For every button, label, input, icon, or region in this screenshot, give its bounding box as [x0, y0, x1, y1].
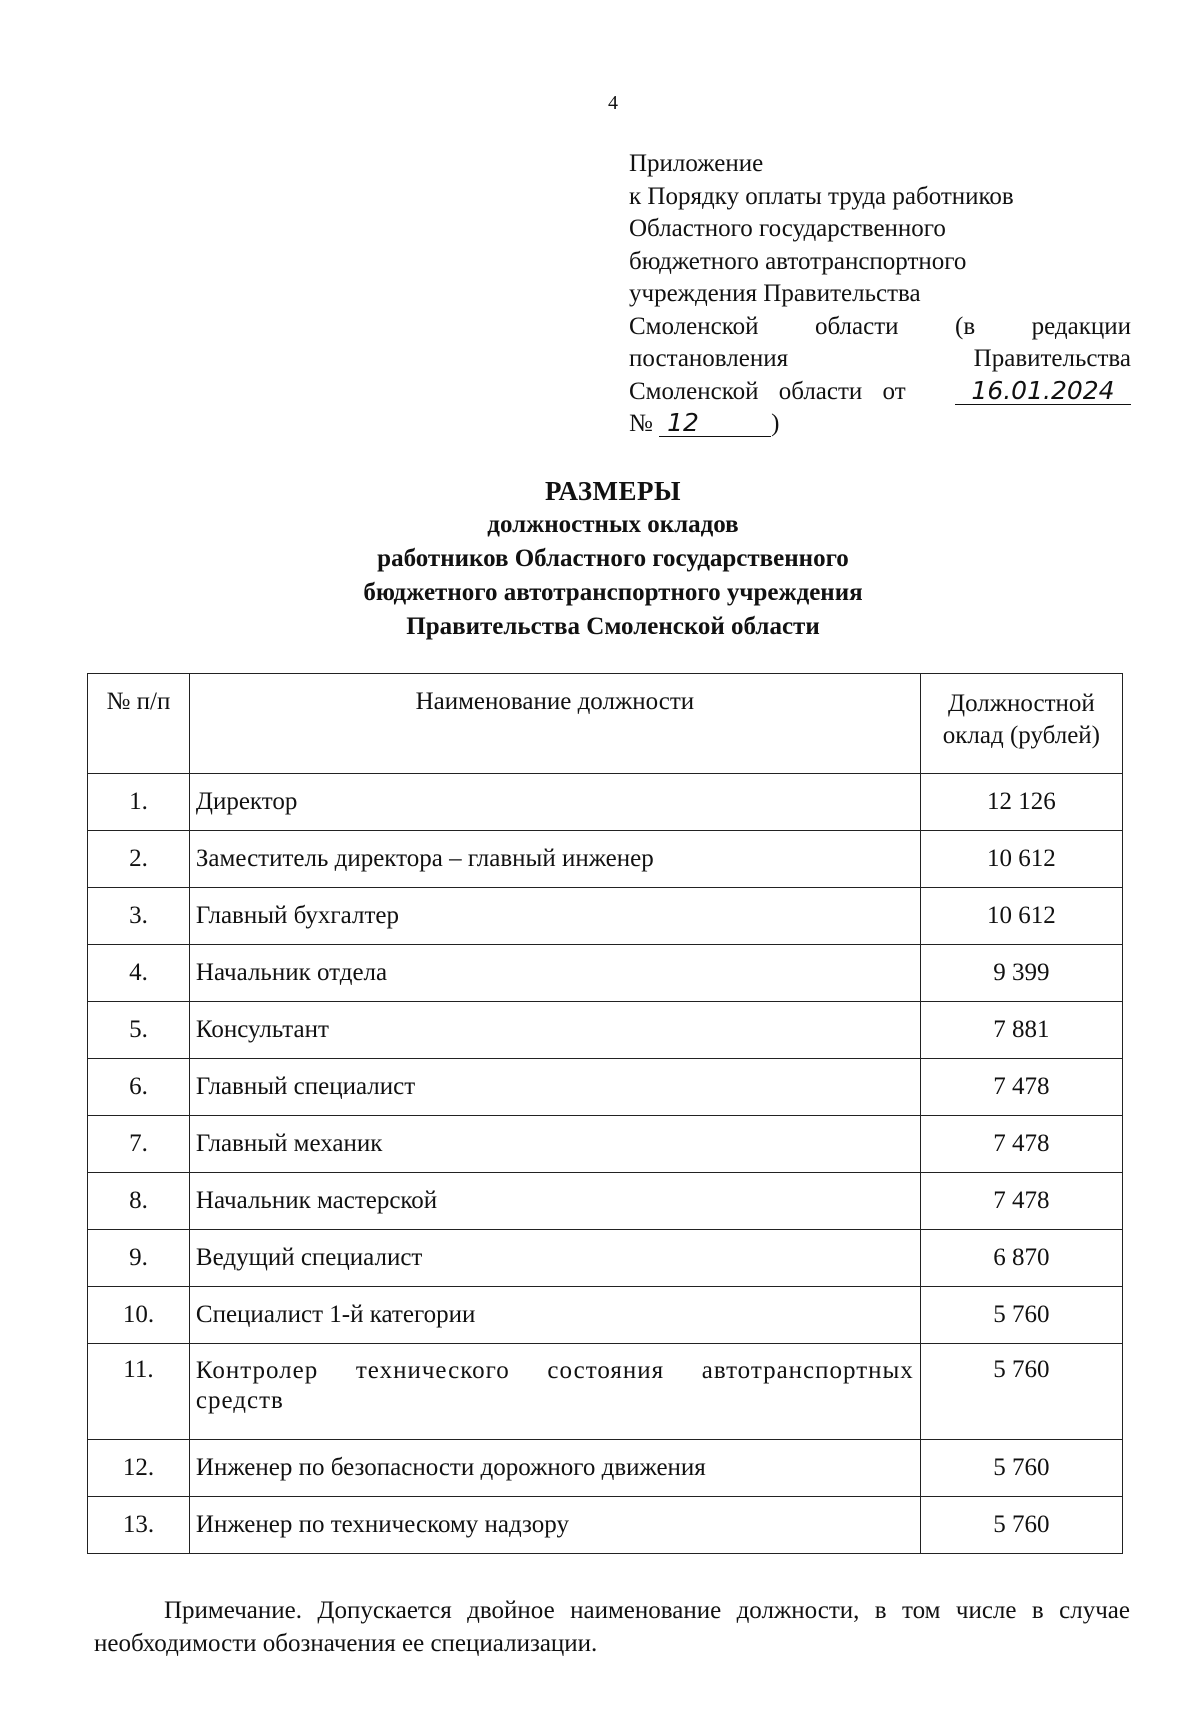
appendix-date-line — [629, 376, 1131, 409]
table-row — [88, 1173, 1123, 1230]
appendix-line: постановления Правительства — [629, 345, 1131, 372]
table-row — [88, 1116, 1123, 1173]
row-position: Главный бухгалтер — [189, 888, 920, 945]
row-position: Директор — [189, 774, 920, 831]
row-salary: 9 399 — [920, 945, 1122, 1002]
row-position: Начальник мастерской — [189, 1173, 920, 1230]
appendix-line: учреждения Правительства — [629, 280, 921, 307]
header-salary-line: Должностной — [948, 690, 1095, 717]
date-prefix: Смоленской области от — [629, 377, 906, 405]
row-salary: 5 760 — [920, 1497, 1122, 1554]
row-position: Специалист 1-й категории — [189, 1287, 920, 1344]
row-num: 6. — [88, 1059, 190, 1116]
row-salary: 7 478 — [920, 1173, 1122, 1230]
row-position: Ведущий специалист — [189, 1230, 920, 1287]
title-main: РАЗМЕРЫ — [544, 476, 682, 506]
row-salary: 5 760 — [920, 1287, 1122, 1344]
row-salary: 5 760 — [920, 1344, 1122, 1440]
row-num: 10. — [88, 1287, 190, 1344]
table-row — [88, 1287, 1123, 1344]
row-num: 4. — [88, 945, 190, 1002]
title-line: бюджетного автотранспортного учреждения — [363, 579, 863, 606]
appendix-line: Областного государственного — [629, 215, 946, 242]
table-row — [88, 1002, 1123, 1059]
row-salary: 10 612 — [920, 888, 1122, 945]
table-row — [88, 945, 1123, 1002]
row-num: 13. — [88, 1497, 190, 1554]
row-num: 12. — [88, 1440, 190, 1497]
row-position: Консультант — [189, 1002, 920, 1059]
row-num: 9. — [88, 1230, 190, 1287]
row-salary: 12 126 — [920, 774, 1122, 831]
row-num: 3. — [88, 888, 190, 945]
page-number: 4 — [608, 92, 618, 114]
row-position: Инженер по безопасности дорожного движения — [189, 1440, 920, 1497]
appendix-line: к Порядку оплаты труда работников — [629, 182, 1014, 210]
row-num: 2. — [88, 831, 190, 888]
title-line: должностных окладов — [487, 511, 739, 538]
footnote: Примечание. Допускается двойное наименование должности, в том числе в случае необходимости обозначения ее специализации. — [94, 1597, 1130, 1657]
table-row — [88, 1497, 1123, 1554]
table-row — [88, 1440, 1123, 1497]
row-salary: 10 612 — [920, 831, 1122, 888]
row-salary: 5 760 — [920, 1440, 1122, 1497]
table-row — [88, 1230, 1123, 1287]
document-title — [0, 474, 1200, 644]
row-position: Инженер по техническому надзору — [189, 1497, 920, 1554]
row-num: 11. — [88, 1344, 190, 1440]
number-sign: № — [629, 410, 653, 437]
row-num: 5. — [88, 1002, 190, 1059]
salary-table — [87, 673, 1123, 1554]
row-num: 7. — [88, 1116, 190, 1173]
title-line: Правительства Смоленской области — [406, 613, 820, 640]
header-salary — [920, 674, 1122, 774]
appendix-line: Приложение — [629, 150, 764, 177]
header-salary-line: оклад (рублей) — [942, 722, 1101, 749]
row-position: Заместитель директора – главный инженер — [189, 831, 920, 888]
row-num: 1. — [88, 774, 190, 831]
table-row — [88, 831, 1123, 888]
table-row — [88, 774, 1123, 831]
appendix-line: Смоленской области (в редакции — [629, 312, 1131, 340]
number-close-paren: ) — [771, 410, 780, 437]
row-position: Главный механик — [189, 1116, 920, 1173]
appendix-number-line — [629, 408, 1131, 441]
handwritten-date: 16.01.2024 — [955, 378, 1131, 405]
appendix-header — [629, 148, 1131, 441]
table-row — [88, 888, 1123, 945]
table-row — [88, 1344, 1123, 1440]
table-row — [88, 1059, 1123, 1116]
title-line: работников Областного государственного — [377, 545, 849, 572]
row-salary: 7 881 — [920, 1002, 1122, 1059]
row-salary: 7 478 — [920, 1116, 1122, 1173]
appendix-line: бюджетного автотранспортного — [629, 247, 967, 275]
header-position: Наименование должности — [189, 674, 920, 774]
row-position: Главный специалист — [189, 1059, 920, 1116]
header-num: № п/п — [88, 674, 190, 774]
row-salary: 6 870 — [920, 1230, 1122, 1287]
handwritten-number: 12 — [659, 410, 771, 437]
table-header-row — [88, 674, 1123, 774]
row-position: Начальник отдела — [189, 945, 920, 1002]
row-position: Контролер технического состояния автотранспортных средств — [189, 1344, 920, 1440]
row-num: 8. — [88, 1173, 190, 1230]
row-salary: 7 478 — [920, 1059, 1122, 1116]
